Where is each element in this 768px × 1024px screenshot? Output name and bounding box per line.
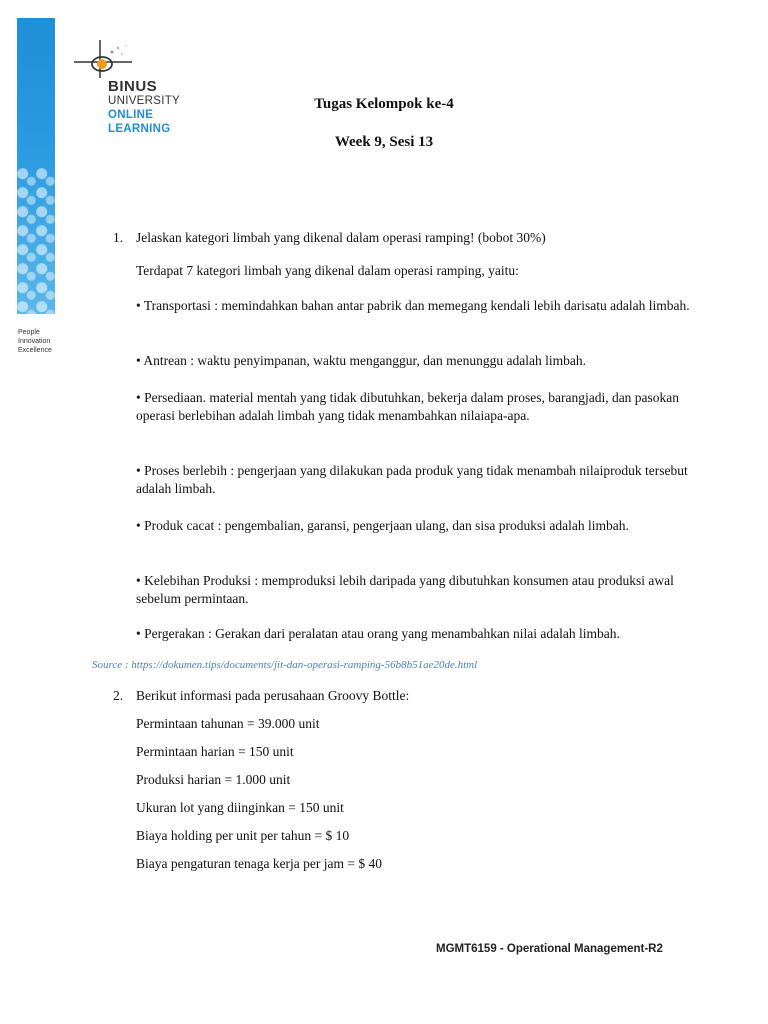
answer-bullet: • Produk cacat : pengembalian, garansi, pengerjaan ulang, dan sisa produksi adalah limbah. <box>136 518 629 533</box>
answer-bullet: • Antrean : waktu penyimpanan, waktu menganggur, dan menunggu adalah limbah. <box>136 353 586 368</box>
answer-bullet: • Proses berlebih : pengerjaan yang dilakukan pada produk yang tidak menambah nilaiproduk tersebut adalah limbah. <box>136 463 688 496</box>
logo-line-learning: LEARNING <box>108 123 171 135</box>
logo-line-binus: BINUS <box>108 78 158 95</box>
tagline-line: Innovation <box>18 338 51 345</box>
answer-bullet: • Persediaan. material mentah yang tidak dibutuhkan, bekerja dalam proses, barangjadi, dan pasokan operasi berlebihan adalah limbah yang tidak menambahkan nilaiapa-apa. <box>136 390 680 423</box>
info-line: Biaya pengaturan tenaga kerja per jam = $ 40 <box>136 856 383 871</box>
logo-line-university: UNIVERSITY <box>108 95 181 107</box>
answer-bullet: • Transportasi : memindahkan bahan antar pabrik dan memegang kendali lebih darisatu adalah limbah. <box>136 298 690 313</box>
document-subtitle: Week 9, Sesi 13 <box>334 134 434 150</box>
sidebar-pattern <box>17 168 55 314</box>
question-number: 2. <box>113 688 124 703</box>
sidebar-accent-bar <box>17 18 55 314</box>
answer-bullet: • Kelebihan Produksi : memproduksi lebih daripada yang dibutuhkan konsumen atau produksi awal sebelum permintaan. <box>136 573 674 606</box>
info-line: Biaya holding per unit per tahun = $ 10 <box>136 828 350 843</box>
question-number: 1. <box>113 230 124 245</box>
page-footer: MGMT6159 - Operational Management-R2 <box>436 943 663 955</box>
question-text: Jelaskan kategori limbah yang dikenal dalam operasi ramping! (bobot 30%) <box>136 230 546 245</box>
university-tagline <box>18 328 52 355</box>
document-title: Tugas Kelompok ke-4 <box>314 96 454 112</box>
info-line: Ukuran lot yang diinginkan = 150 unit <box>136 800 344 815</box>
info-line: Permintaan harian = 150 unit <box>136 744 294 759</box>
info-line: Produksi harian = 1.000 unit <box>136 772 291 787</box>
answer-intro: Terdapat 7 kategori limbah yang dikenal dalam operasi ramping, yaitu: <box>136 263 519 278</box>
logo-line-online: ONLINE <box>108 109 154 121</box>
answer-bullet: • Pergerakan : Gerakan dari peralatan atau orang yang menambahkan nilai adalah limbah. <box>136 626 620 641</box>
source-link[interactable]: Source : https://dokumen.tips/documents/jit-dan-operasi-ramping-56b8b51ae20de.html <box>92 659 478 671</box>
tagline-line: People <box>18 329 40 336</box>
tagline-line: Excellence <box>18 347 52 354</box>
question-text: Berikut informasi pada perusahaan Groovy Bottle: <box>136 688 410 703</box>
info-line: Permintaan tahunan = 39.000 unit <box>136 716 320 731</box>
